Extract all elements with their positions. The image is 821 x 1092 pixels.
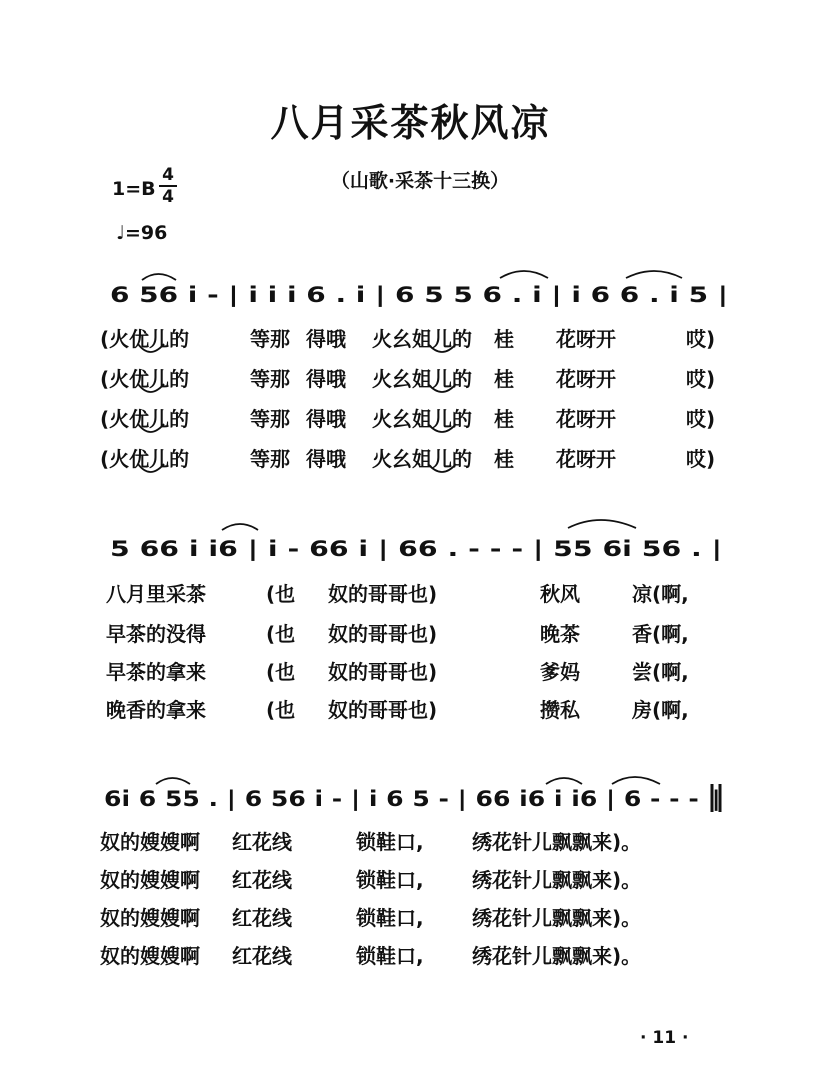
lyric-word: (也 <box>266 582 296 606</box>
lyric-word: 红花线 <box>232 944 292 968</box>
lyric-line <box>0 940 821 970</box>
lyric-word: 红花线 <box>232 906 292 930</box>
lyric-word: (火优儿的 <box>100 367 190 391</box>
lyric-word: 火幺姐儿的 <box>372 327 472 351</box>
lyric-word: 奴的嫂嫂啊 <box>100 906 200 930</box>
notation-line-3: 6i 6 55 . | 6 56 i - | i 6 5 - | 66 i6 i i6 | 6 - - - ‖ <box>104 787 620 811</box>
lyric-word: 奴的嫂嫂啊 <box>100 868 200 892</box>
lyric-line <box>0 403 821 433</box>
lyric-word: 凉(啊, <box>632 582 689 606</box>
lyric-word: (也 <box>266 660 296 684</box>
tempo-marking: ♩=96 <box>116 222 168 244</box>
lyric-word: 桂 <box>494 447 514 471</box>
lyric-word: 得哦 <box>306 447 346 471</box>
lyric-word: 等那 <box>250 367 290 391</box>
lyric-word: 奴的哥哥也) <box>328 582 438 606</box>
lyric-word: 晚香的拿来 <box>106 698 206 722</box>
lyric-line <box>0 902 821 932</box>
lyric-word: 早茶的拿来 <box>106 660 206 684</box>
lyric-word: 攒私 <box>540 698 580 722</box>
lyric-word: 奴的嫂嫂啊 <box>100 944 200 968</box>
lyric-word: 奴的哥哥也) <box>328 660 438 684</box>
slur <box>142 274 176 280</box>
lyric-word: 秋风 <box>540 582 580 606</box>
lyric-word: (火优儿的 <box>100 447 190 471</box>
slur <box>568 520 636 528</box>
lyric-word: (火优儿的 <box>100 407 190 431</box>
lyric-word: 花呀开 <box>556 407 616 431</box>
lyric-word: 锁鞋口, <box>356 906 424 930</box>
lyric-word: 火幺姐儿的 <box>372 407 472 431</box>
lyric-word: 奴的哥哥也) <box>328 622 438 646</box>
lyric-word: 桂 <box>494 367 514 391</box>
lyric-word: 早茶的没得 <box>106 622 206 646</box>
lyric-word: 等那 <box>250 407 290 431</box>
lyric-word: 香(啊, <box>632 622 689 646</box>
lyric-word: 锁鞋口, <box>356 944 424 968</box>
notation-line-1: 6 56 i - | i i i 6 . i | 6 5 5 6 . i | i 6 6 . i 5 | <box>110 283 575 307</box>
song-subtitle: （山歌·采茶十三换） <box>330 170 510 192</box>
lyric-line <box>0 656 821 686</box>
slur <box>612 777 660 784</box>
lyric-word: 红花线 <box>232 830 292 854</box>
lyric-word: 花呀开 <box>556 367 616 391</box>
time-signature-bottom: 4 <box>162 187 174 207</box>
slur <box>500 271 548 278</box>
key-signature: 1=B <box>112 178 156 200</box>
lyric-word: 绣花针儿飘飘来)。 <box>472 868 642 892</box>
lyric-word: (也 <box>266 622 296 646</box>
slur <box>222 524 258 530</box>
lyric-line <box>0 363 821 393</box>
lyric-word: 得哦 <box>306 327 346 351</box>
lyric-word: 晚茶 <box>540 622 580 646</box>
lyric-word: 奴的嫂嫂啊 <box>100 830 200 854</box>
slur <box>626 271 682 278</box>
lyric-word: 绣花针儿飘飘来)。 <box>472 830 642 854</box>
lyric-word: (也 <box>266 698 296 722</box>
lyric-word: 绣花针儿飘飘来)。 <box>472 906 642 930</box>
lyric-word: 红花线 <box>232 868 292 892</box>
lyric-word: 尝(啊, <box>632 660 689 684</box>
lyric-word: 得哦 <box>306 407 346 431</box>
lyric-word: 等那 <box>250 447 290 471</box>
time-signature-top: 4 <box>162 165 174 185</box>
lyric-word: 八月里采茶 <box>106 582 206 606</box>
lyric-word: 哎) <box>686 447 716 471</box>
song-title: 八月采茶秋风凉 <box>270 100 551 145</box>
lyric-word: 绣花针儿飘飘来)。 <box>472 944 642 968</box>
lyric-line <box>0 443 821 473</box>
lyric-word: 奴的哥哥也) <box>328 698 438 722</box>
lyric-word: 房(啊, <box>632 698 689 722</box>
lyric-word: 哎) <box>686 367 716 391</box>
lyric-word: 哎) <box>686 407 716 431</box>
lyric-word: 花呀开 <box>556 447 616 471</box>
lyric-line <box>0 694 821 724</box>
lyric-line <box>0 323 821 353</box>
lyric-word: 哎) <box>686 327 716 351</box>
lyric-word: 火幺姐儿的 <box>372 367 472 391</box>
lyric-word: 桂 <box>494 327 514 351</box>
lyric-word: 等那 <box>250 327 290 351</box>
notation-line-2: 5 66 i i6 | i - 66 i | 66 . - - - | 55 6i 56 . | <box>110 537 564 561</box>
lyric-word: 锁鞋口, <box>356 868 424 892</box>
lyric-word: 得哦 <box>306 367 346 391</box>
lyric-line <box>0 618 821 648</box>
slur <box>546 778 582 784</box>
lyric-line <box>0 578 821 608</box>
lyric-word: (火优儿的 <box>100 327 190 351</box>
lyric-word: 爹妈 <box>540 660 580 684</box>
lyric-word: 火幺姐儿的 <box>372 447 472 471</box>
lyric-word: 锁鞋口, <box>356 830 424 854</box>
lyric-word: 桂 <box>494 407 514 431</box>
page-number: · 11 · <box>640 1028 689 1048</box>
slur <box>156 778 190 784</box>
lyric-line <box>0 864 821 894</box>
lyric-word: 花呀开 <box>556 327 616 351</box>
lyric-line <box>0 826 821 856</box>
